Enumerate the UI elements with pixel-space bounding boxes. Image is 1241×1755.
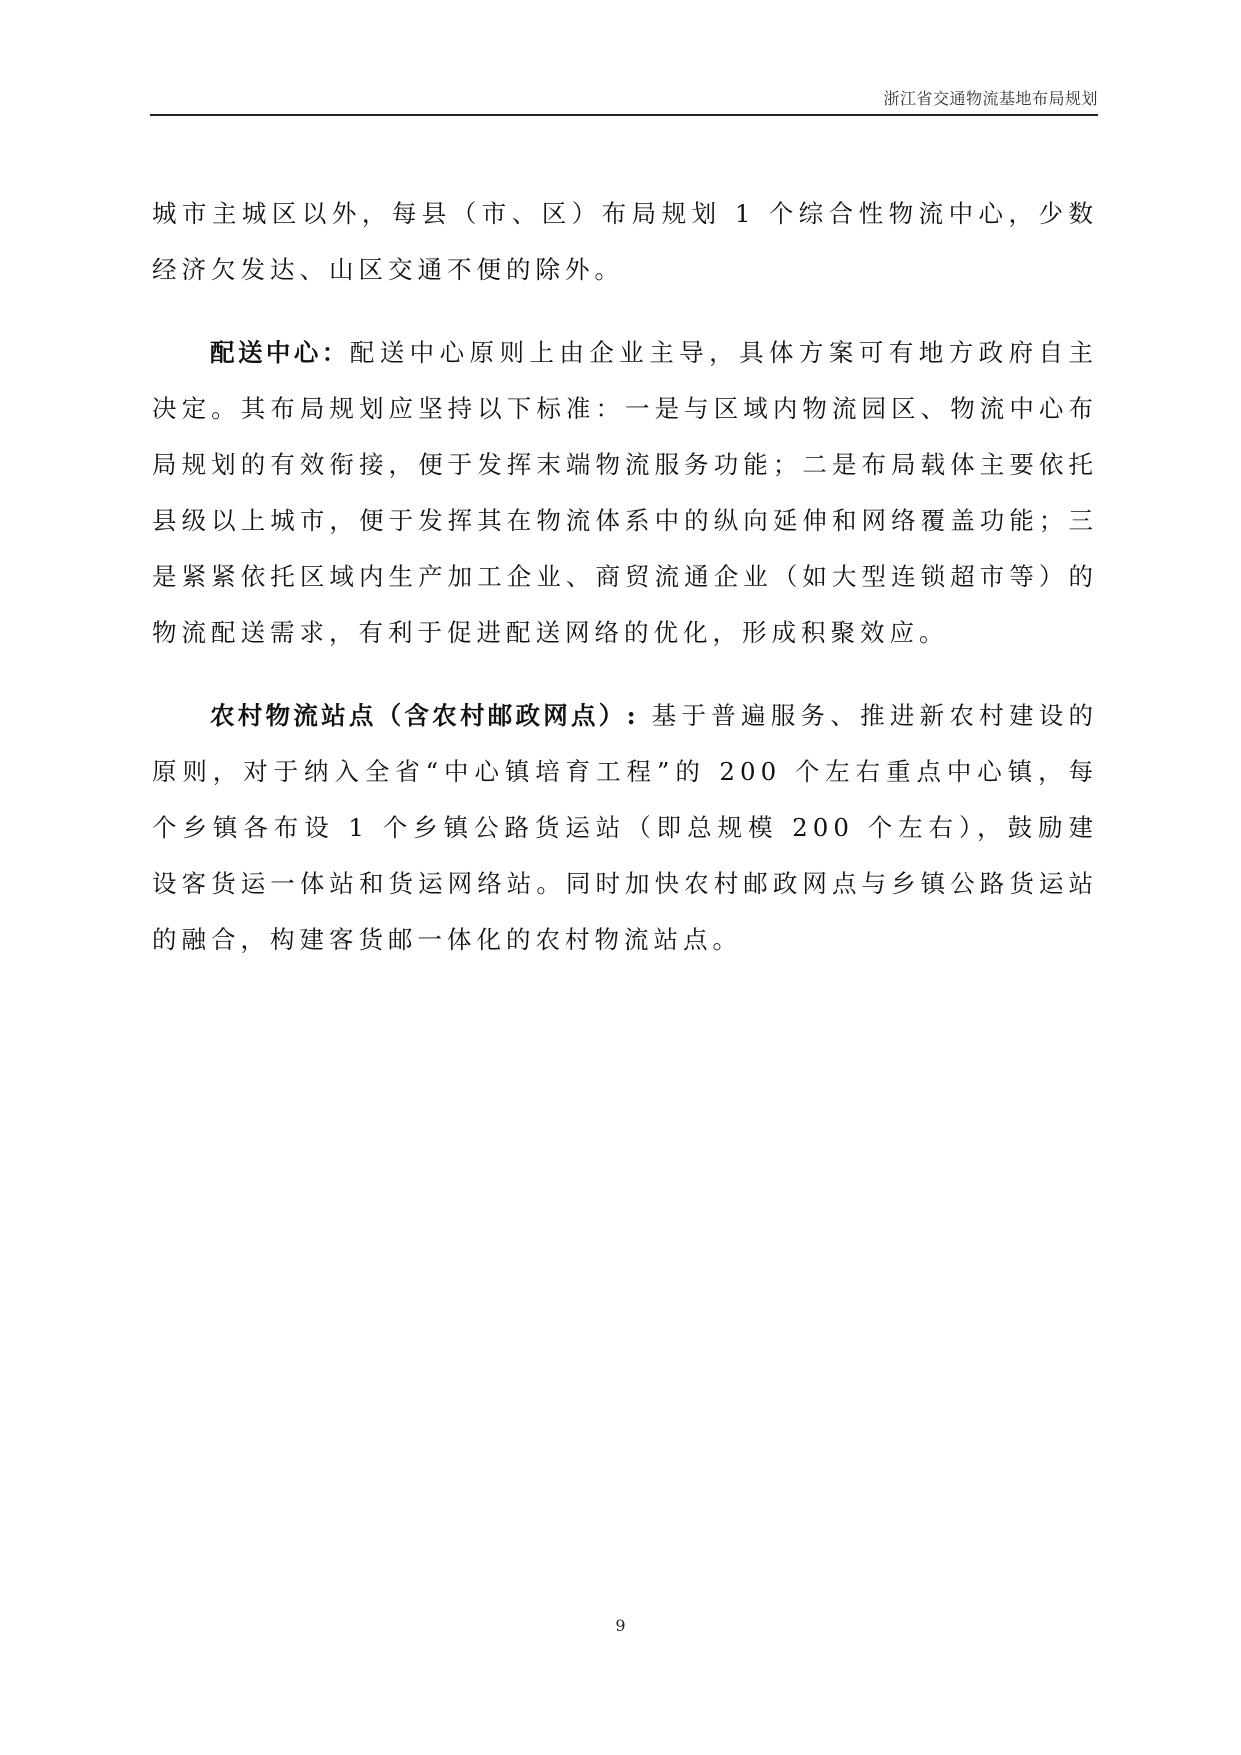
page-header <box>150 84 1098 116</box>
paragraph-text: 城市主城区以外，每县（市、区）布局规划 1 个综合性物流中心，少数经济欠发达、山区交通不便的除外。 <box>152 199 1098 284</box>
paragraph-continuation <box>152 186 1098 298</box>
paragraph-text: 配送中心原则上由企业主导，具体方案可有地方政府自主决定。其布局规划应坚持以下标准：一是与区域内物流园区、物流中心布局规划的有效衔接，便于发挥末端物流服务功能；二是布局载体主要依托县级以上城市，便于发挥其在物流体系中的纵向延伸和网络覆盖功能；三是紧紧依托区域内生产加工企业、商贸流通企业（如大型连锁超市等）的物流配送需求，有利于促进配送网络的优化，形成积聚效应。 <box>152 338 1099 647</box>
paragraph-distribution-center <box>152 325 1098 661</box>
paragraph-rural-logistics <box>152 688 1098 968</box>
paragraph-text: 基于普遍服务、推进新农村建设的原则，对于纳入全省“中心镇培育工程”的 200 个左右重点中心镇，每个乡镇各布设 1 个乡镇公路货运站（即总规模 200 个左右），鼓励建设客货运一体站和货运网络站。同时加快农村邮政网点与乡镇公路货运站的融合，构建客货邮一体化的农村物流站点。 <box>152 701 1098 954</box>
page-number: 9 <box>615 1616 626 1635</box>
document-title: 浙江省交通物流基地布局规划 <box>883 89 1098 108</box>
paragraph-heading: 配送中心： <box>210 338 350 367</box>
paragraph-heading: 农村物流站点（含农村邮政网点）: <box>210 701 639 730</box>
body-text <box>152 186 1098 995</box>
